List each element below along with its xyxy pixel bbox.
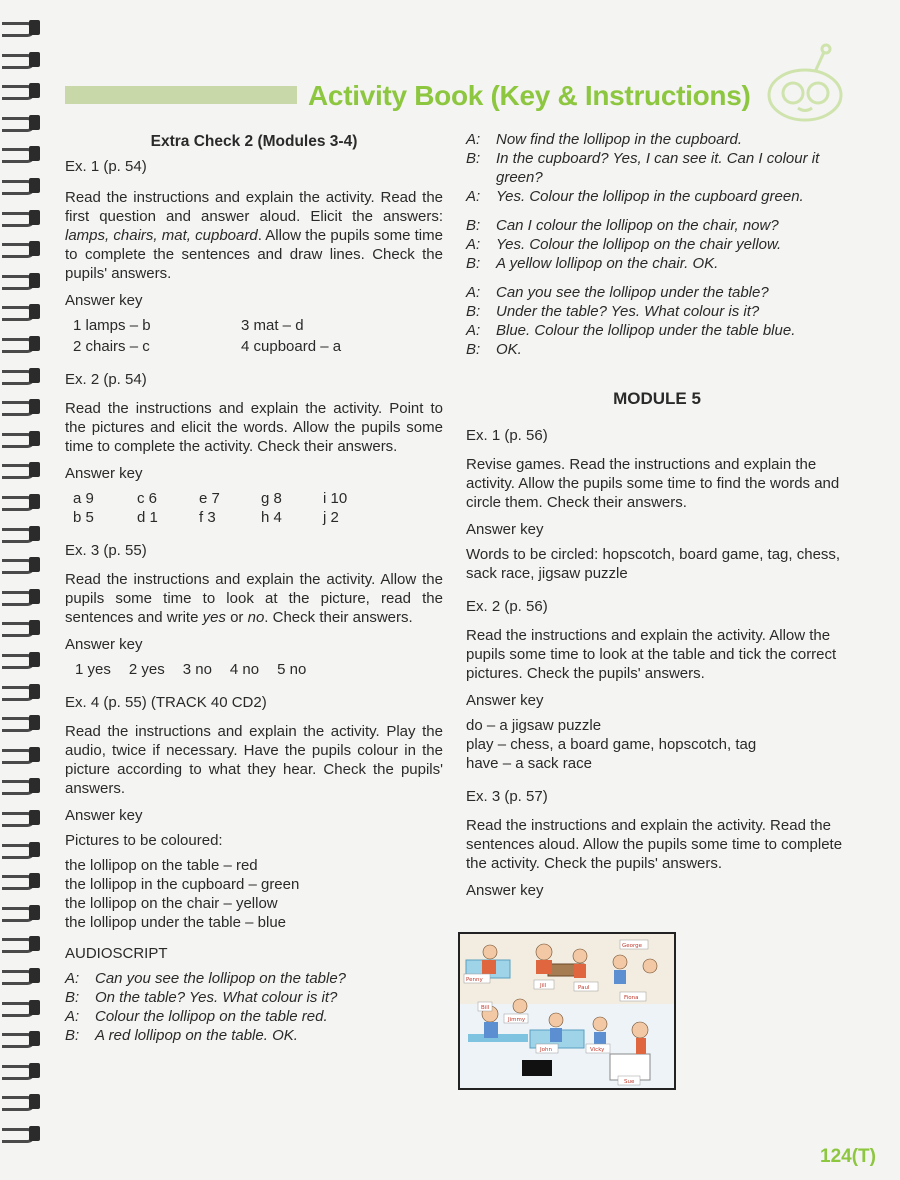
label-sue: Sue: [624, 1079, 635, 1085]
audioscript-dialog-continued: [466, 216, 848, 273]
m5-ex3-text: Read the instructions and explain the activity. Read the sentences aloud. Allow the pupils some time to complete the activity. Check the pupils' answers.: [466, 817, 843, 872]
m5-ex1-answer: Words to be circled: hopscotch, board game, tag, chess, sack race, jigsaw puzzle: [466, 546, 841, 582]
speaker: A:: [65, 1008, 80, 1025]
speaker: B:: [466, 341, 481, 358]
spiral-coil: [2, 273, 40, 289]
dialog-line: Can you see the lollipop on the table?: [95, 970, 347, 987]
spiral-coil: [2, 873, 40, 889]
ex2-heading: Ex. 2 (p. 54): [65, 371, 147, 388]
ex3-text: Read the instructions and explain the activity. Allow the pupils some time to look at the picture, read the sentences and write yes or no. Check their answers.: [65, 571, 443, 626]
m5-ex2-answer-key-label: Answer key: [466, 692, 544, 709]
answer-item: b 5: [73, 509, 94, 526]
spiral-coil: [2, 589, 40, 605]
ex2-answers: [65, 489, 443, 527]
speaker: B:: [65, 989, 80, 1006]
dialog-line: On the table? Yes. What colour is it?: [95, 989, 338, 1006]
spiral-coil: [2, 620, 40, 636]
dialog-line: Under the table? Yes. What colour is it?: [496, 303, 760, 320]
spiral-coil: [2, 684, 40, 700]
m5-ex2-text: Read the instructions and explain the activity. Allow the pupils some time to look at the table and tick the correct pictures. Check the pupils' answers.: [466, 627, 837, 682]
page-title: Activity Book (Key & Instructions): [308, 80, 751, 111]
spiral-coil: [2, 1031, 40, 1047]
page-number: 124(T): [820, 1146, 876, 1167]
answer-item: e 7: [199, 490, 220, 507]
ex1-heading: Ex. 1 (p. 54): [65, 158, 147, 175]
mascot-icon: [760, 40, 850, 130]
spiral-coil: [2, 1094, 40, 1110]
ex1-answer-key-label: Answer key: [65, 292, 143, 309]
answer-item: the lollipop under the table – blue: [65, 914, 287, 931]
audioscript-dialog: [65, 969, 443, 1045]
answer-item: j 2: [323, 509, 339, 526]
spiral-coil: [2, 368, 40, 384]
speaker: A:: [466, 188, 481, 205]
spiral-coil: [2, 210, 40, 226]
speaker: B:: [466, 303, 481, 320]
audioscript-dialog-continued: [466, 130, 848, 206]
spiral-coil: [2, 494, 40, 510]
m5-ex2-heading: Ex. 2 (p. 56): [466, 598, 548, 615]
speaker: A:: [466, 131, 481, 148]
speaker: B:: [466, 217, 481, 234]
ex3-answer-key-label: Answer key: [65, 636, 143, 653]
answer-item: have – a sack race: [466, 755, 592, 772]
spiral-coil: [2, 146, 40, 162]
label-bill: Bill: [481, 1005, 490, 1011]
ex4-answer-key-label: Answer key: [65, 807, 143, 824]
answer-item: the lollipop on the chair – yellow: [65, 895, 278, 912]
speaker: A:: [65, 970, 80, 987]
spiral-coil: [2, 431, 40, 447]
ex4-text: Read the instructions and explain the activity. Play the audio, twice if necessary. Have the pupils colour in the picture according to what they hear. Check the pupils' answers.: [65, 723, 443, 797]
answer-item: 2 yes: [128, 661, 165, 678]
module-title: MODULE 5: [613, 389, 701, 408]
answer-item: 4 cupboard – a: [241, 338, 342, 355]
answer-item: 2 chairs – c: [73, 338, 150, 355]
answer-item: the lollipop on the table – red: [65, 857, 258, 874]
m5-ex1-answer-key-label: Answer key: [466, 521, 544, 538]
label-penny: Penny: [466, 977, 483, 983]
ex4-sub-label: Pictures to be coloured:: [65, 832, 223, 849]
right-column: [466, 130, 848, 900]
m5-ex1-heading: Ex. 1 (p. 56): [466, 427, 548, 444]
ex2-answer-key-label: Answer key: [65, 465, 143, 482]
spiral-coil: [2, 652, 40, 668]
ex3-answers: [65, 660, 443, 679]
m5-ex1-text: Revise games. Read the instructions and explain the activity. Allow the pupils some time to find the words and circle them. Check their answers.: [466, 456, 840, 511]
spiral-coil: [2, 715, 40, 731]
label-jimmy: Jimmy: [508, 1017, 526, 1023]
answer-item: 5 no: [277, 661, 307, 678]
label-vicky: Vicky: [590, 1047, 605, 1053]
spiral-coil: [2, 304, 40, 320]
label-john: John: [540, 1047, 552, 1053]
spiral-coil: [2, 462, 40, 478]
answer-item: the lollipop in the cupboard – green: [65, 876, 300, 893]
ex1-text: Read the instructions and explain the activity. Read the first question and answer aloud. Elicit the answers: lamps, chairs, mat, cupboard. Allow the pupils some time to complete the sentences and draw lines. Check the pupils' answers.: [65, 189, 443, 282]
spiral-coil: [2, 557, 40, 573]
answer-item: 3 mat – d: [241, 317, 304, 334]
spiral-coil: [2, 399, 40, 415]
spiral-coil: [2, 52, 40, 68]
speaker: B:: [466, 255, 481, 272]
answer-item: do – a jigsaw puzzle: [466, 717, 602, 734]
ex2-text: Read the instructions and explain the activity. Point to the pictures and elicit the words. Allow the pupils some time to complete the activity. Check their answers.: [65, 400, 443, 455]
ex3-heading: Ex. 3 (p. 55): [65, 542, 147, 559]
dialog-line: Yes. Colour the lollipop in the cupboard green.: [496, 188, 804, 205]
spiral-coil: [2, 968, 40, 984]
spiral-coil: [2, 1063, 40, 1079]
label-jill: Jill: [540, 983, 547, 989]
spiral-coil: [2, 905, 40, 921]
answer-item: 3 no: [182, 661, 212, 678]
spiral-coil: [2, 778, 40, 794]
dialog-line: Blue. Colour the lollipop under the table blue.: [496, 322, 796, 339]
spiral-coil: [2, 936, 40, 952]
spiral-coil: [2, 178, 40, 194]
answer-item: 1 lamps – b: [73, 317, 151, 334]
spiral-coil: [2, 842, 40, 858]
answer-item: 4 no: [229, 661, 260, 678]
section-title: Extra Check 2 (Modules 3-4): [150, 133, 358, 150]
left-column: [65, 132, 443, 1045]
answer-key-illustration: [458, 932, 676, 1090]
label-george: George: [622, 943, 643, 949]
m5-ex3-heading: Ex. 3 (p. 57): [466, 788, 548, 805]
dialog-line: Yes. Colour the lollipop on the chair yellow.: [496, 236, 782, 253]
speaker: B:: [466, 150, 481, 167]
header-bar: [65, 86, 297, 104]
speaker: A:: [466, 236, 481, 253]
dialog-line: Can you see the lollipop under the table?: [496, 284, 769, 301]
spiral-coil: [2, 20, 40, 36]
spiral-coil: [2, 336, 40, 352]
dialog-line: Can I colour the lollipop on the chair, now?: [496, 217, 779, 234]
audioscript-label: AUDIOSCRIPT: [65, 945, 168, 962]
dialog-line: A red lollipop on the table. OK.: [95, 1027, 298, 1044]
spiral-coil: [2, 1000, 40, 1016]
answer-item: c 6: [137, 490, 158, 507]
speaker: A:: [466, 322, 481, 339]
ex4-heading: Ex. 4 (p. 55) (TRACK 40 CD2): [65, 694, 267, 711]
spiral-coil: [2, 115, 40, 131]
answer-item: h 4: [261, 509, 282, 526]
dialog-line: Colour the lollipop on the table red.: [95, 1008, 328, 1025]
label-fiona: Fiona: [624, 995, 639, 1001]
answer-item: d 1: [137, 509, 158, 526]
speaker: B:: [65, 1027, 80, 1044]
answer-item: a 9: [73, 490, 94, 507]
dialog-line: OK.: [496, 341, 522, 358]
spiral-binding: [0, 20, 45, 1180]
answer-item: g 8: [261, 490, 282, 507]
label-paul: Paul: [578, 985, 590, 991]
dialog-line: Now find the lollipop in the cupboard.: [496, 131, 742, 148]
spiral-coil: [2, 241, 40, 257]
m5-ex3-answer-key-label: Answer key: [466, 882, 544, 899]
dialog-line: In the cupboard? Yes, I can see it. Can I colour it green?: [496, 150, 820, 186]
ex1-answers: [65, 316, 443, 356]
spiral-coil: [2, 1126, 40, 1142]
dialog-line: A yellow lollipop on the chair. OK.: [496, 255, 719, 272]
spiral-coil: [2, 810, 40, 826]
spiral-coil: [2, 526, 40, 542]
speaker: A:: [466, 284, 481, 301]
answer-item: play – chess, a board game, hopscotch, tag: [466, 736, 757, 753]
spiral-coil: [2, 83, 40, 99]
answer-item: 1 yes: [75, 661, 111, 678]
answer-item: i 10: [323, 490, 348, 507]
audioscript-dialog-continued: [466, 283, 848, 359]
answer-item: f 3: [199, 509, 216, 526]
spiral-coil: [2, 747, 40, 763]
